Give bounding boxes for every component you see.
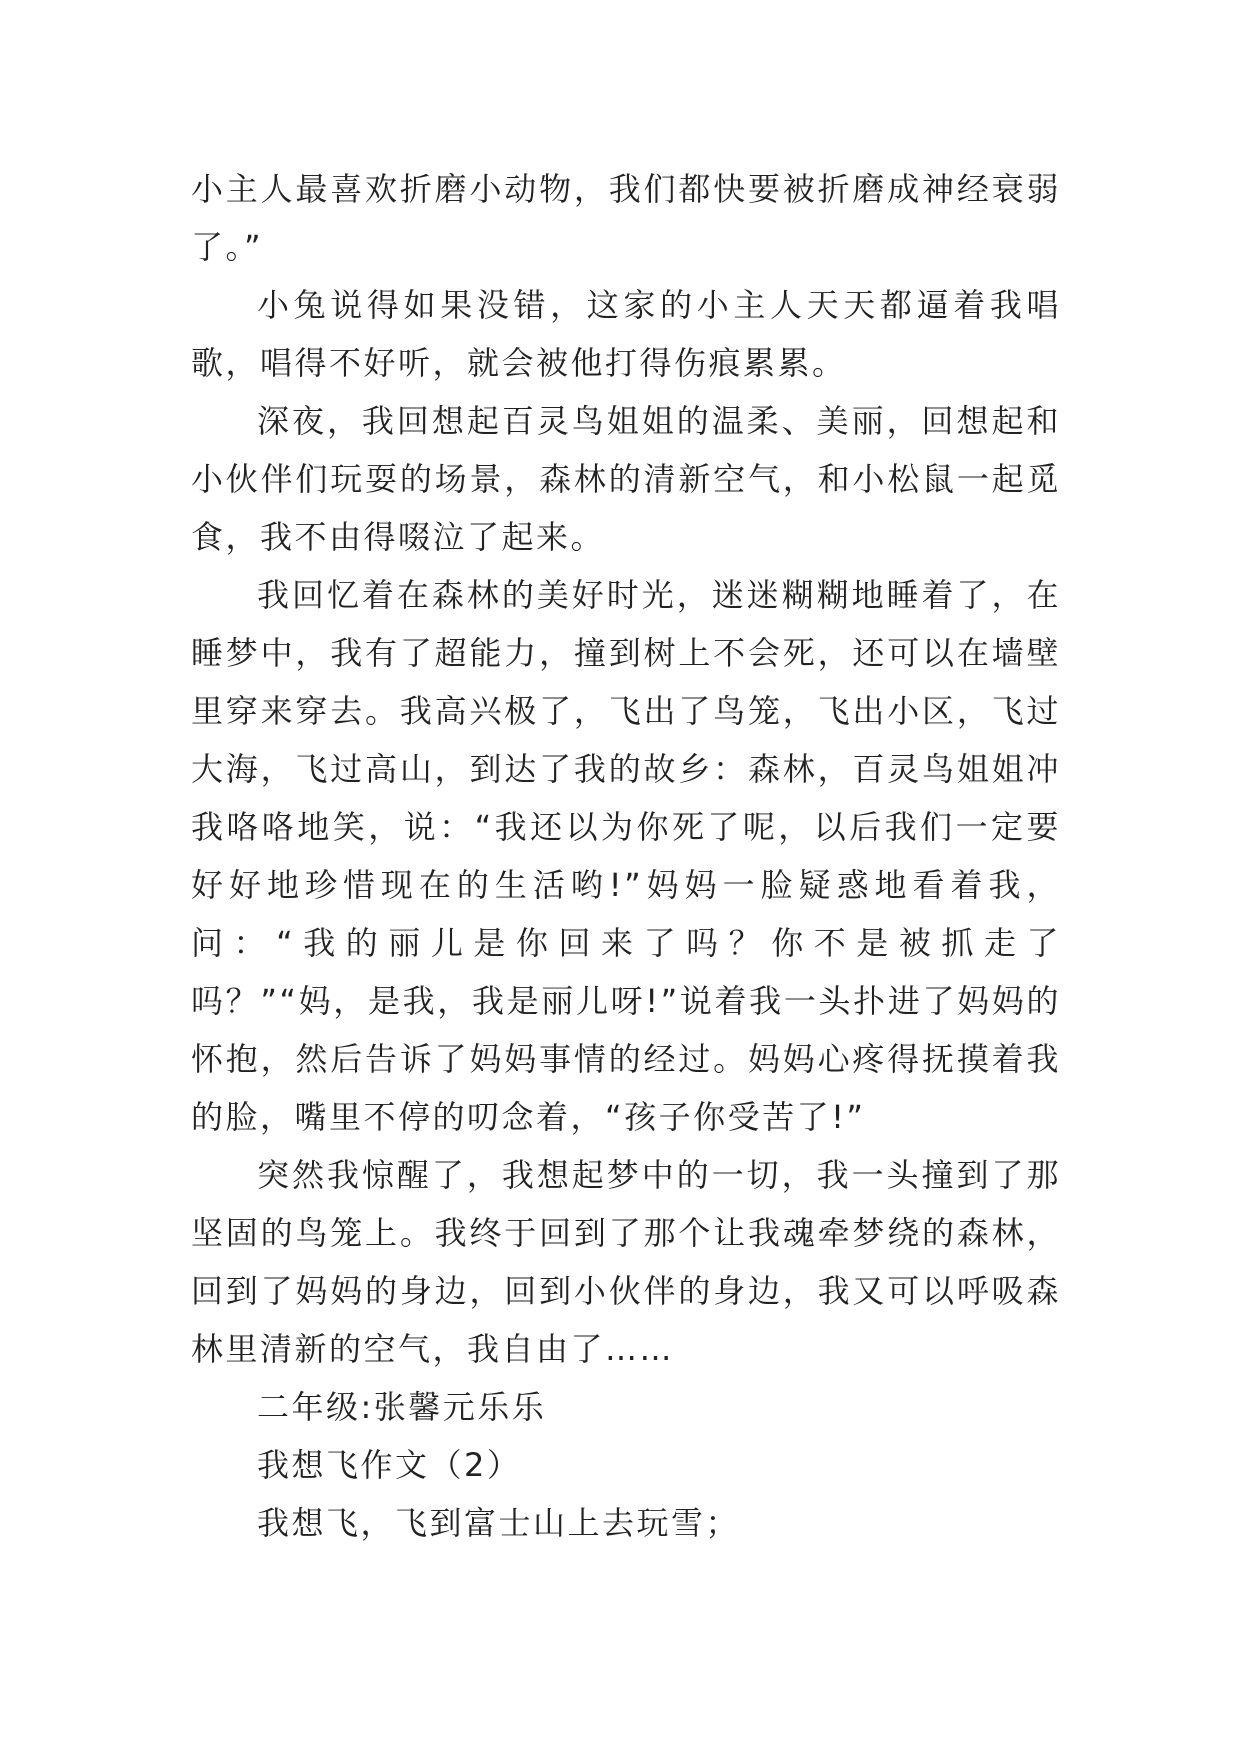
paragraph-rabbit: 小兔说得如果没错，这家的小主人天天都逼着我唱歌，唱得不好听，就会被他打得伤痕累累。	[191, 286, 1061, 382]
paragraph-continuation: 小主人最喜欢折磨小动物，我们都快要被折磨成神经衰弱了。”	[191, 170, 1061, 266]
paragraph-awake: 突然我惊醒了，我想起梦中的一切，我一头撞到了那坚固的鸟笼上。我终于回到了那个让我魂牵梦绕的森林，回到了妈妈的身边，回到小伙伴的身边，我又可以呼吸森林里清新的空气，我自由了……	[191, 1156, 1061, 1368]
paragraph-fly: 我想飞，飞到富士山上去玩雪；	[257, 1504, 741, 1542]
document-body	[191, 160, 1061, 1552]
paragraph-dream: 我回忆着在森林的美好时光，迷迷糊糊地睡着了，在睡梦中，我有了超能力，撞到树上不会死，还可以在墙壁里穿来穿去。我高兴极了，飞出了鸟笼，飞出小区，飞过大海，飞过高山，到达了我的故乡：森林，百灵鸟姐姐冲我咯咯地笑，说：“我还以为你死了呢，以后我们一定要好好地珍惜现在的生活哟!”妈妈一脸疑惑地看着我，问：“我的丽儿是你回来了吗？你不是被抓走了吗？”“妈，是我，我是丽儿呀!”说着我一头扑进了妈妈的怀抱，然后告诉了妈妈事情的经过。妈妈心疼得抚摸着我的脸，嘴里不停的叨念着，“孩子你受苦了!”	[191, 576, 1061, 1136]
essay-title: 我想飞作文（2）	[257, 1446, 522, 1484]
paragraph-night: 深夜，我回想起百灵鸟姐姐的温柔、美丽，回想起和小伙伴们玩耍的场景，森林的清新空气，和小松鼠一起觅食，我不由得啜泣了起来。	[191, 402, 1061, 556]
author-line: 二年级:张馨元乐乐	[257, 1388, 547, 1426]
